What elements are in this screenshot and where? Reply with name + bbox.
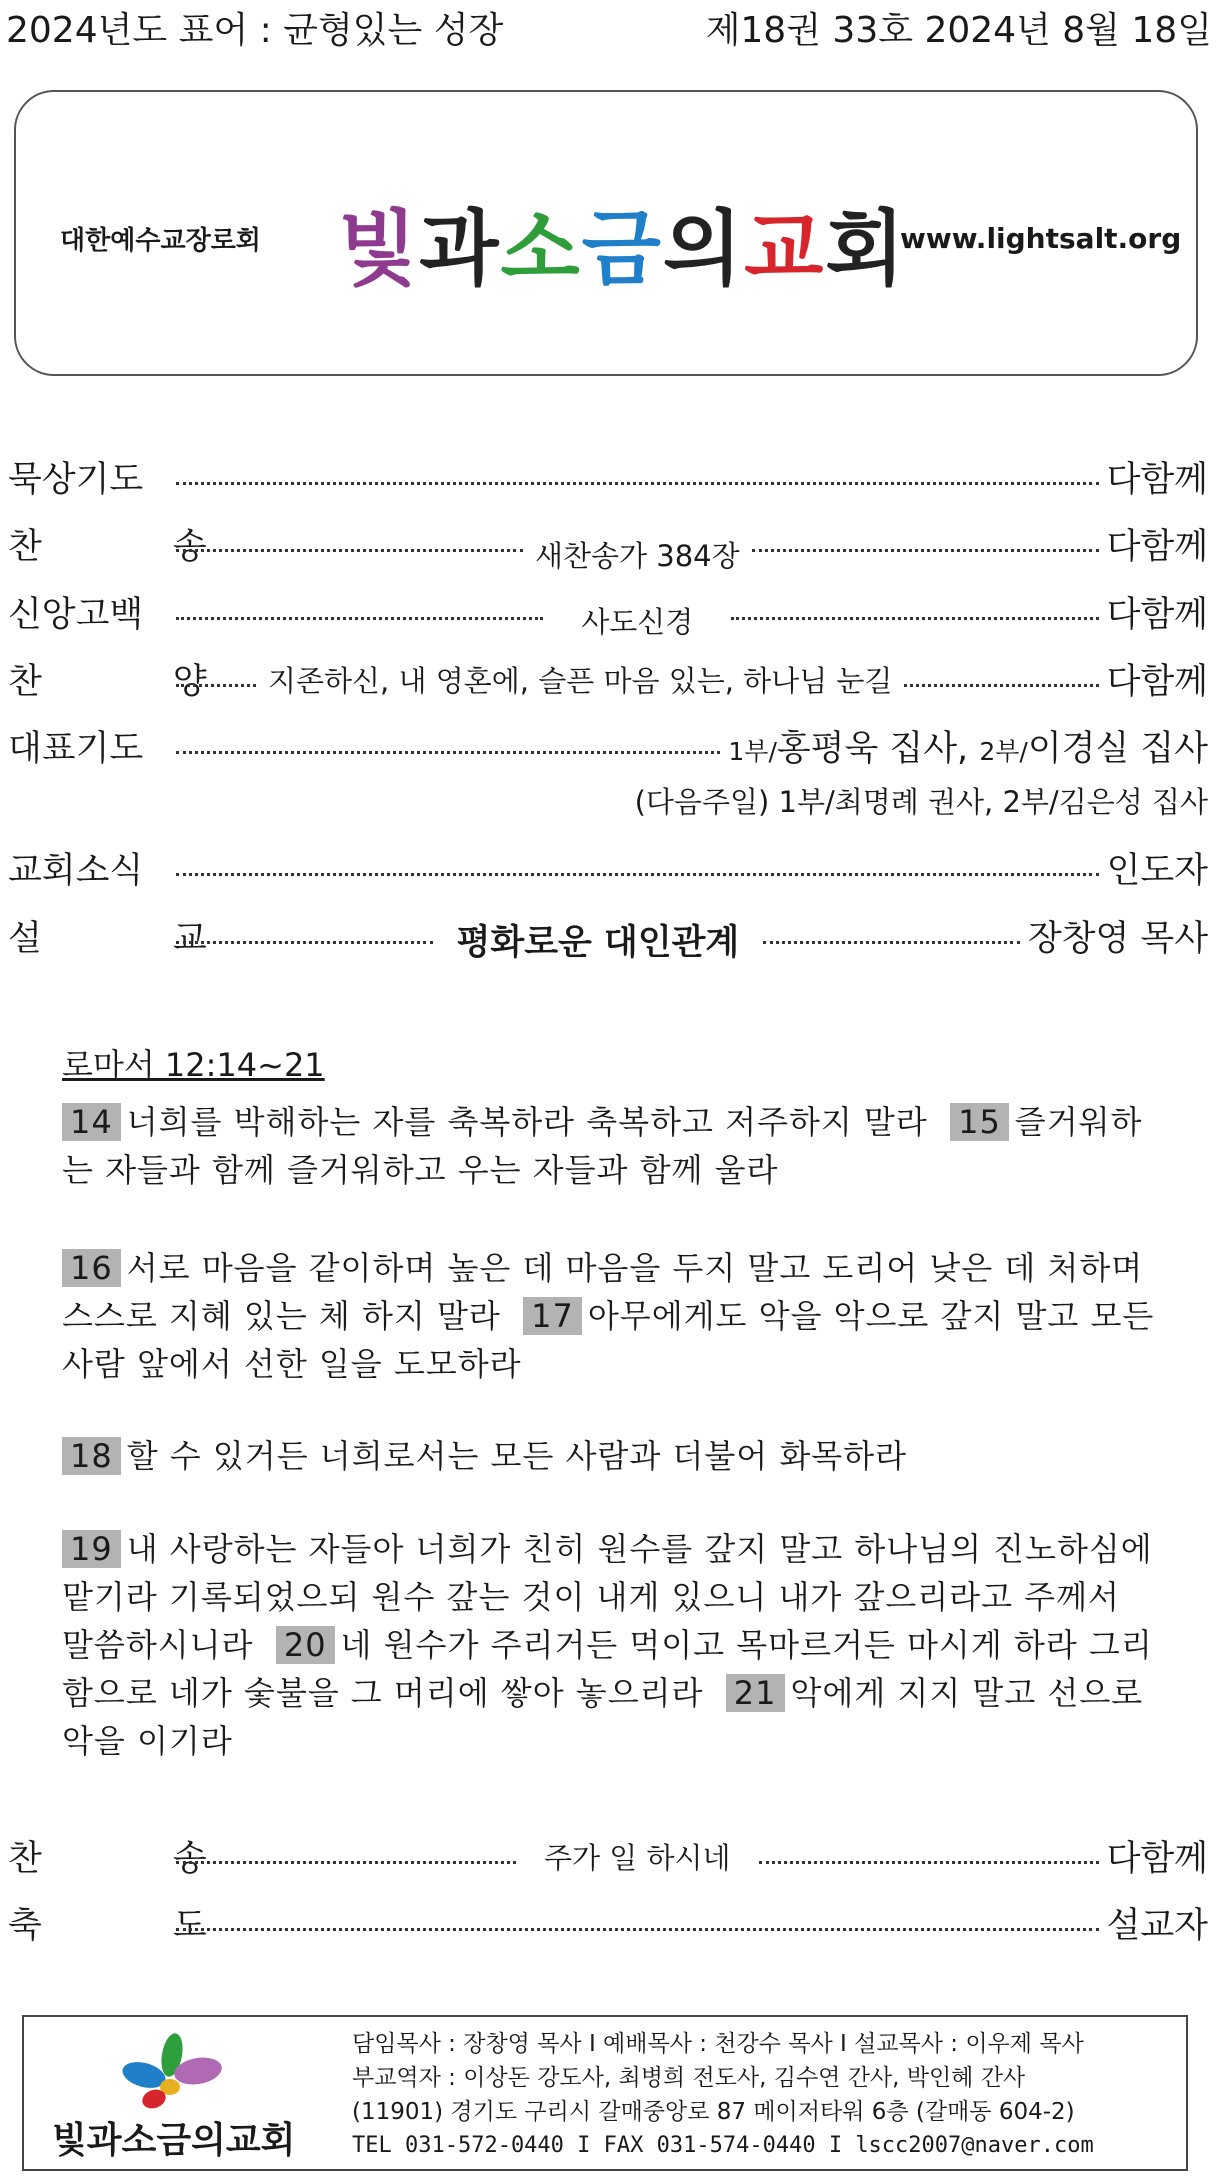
- order-row: [8, 838, 1208, 898]
- verse-number: 21: [726, 1674, 785, 1712]
- year-theme: 2024년도 표어 : 균형있는 성장: [6, 10, 504, 51]
- website-url[interactable]: www.lightsalt.org: [900, 222, 1182, 255]
- leader-dots: [176, 617, 543, 620]
- order-row: [8, 514, 1208, 574]
- church-banner: [14, 90, 1198, 376]
- scripture-paragraph: [62, 1098, 1162, 1194]
- footer-logo-text: 빛과소금의교회: [52, 2119, 296, 2161]
- order-content: 주가 일 하시네: [544, 1840, 731, 1875]
- leader-dots: [904, 684, 1098, 687]
- service-1-leader: 홍평욱 집사,: [776, 729, 969, 769]
- order-label: 묵상기도: [8, 460, 144, 500]
- verse-number: 18: [62, 1437, 121, 1475]
- leader-dots: [176, 1928, 1099, 1931]
- order-leader: 다함께: [1106, 662, 1208, 702]
- order-label: 축 도: [8, 1906, 267, 1946]
- order-label: 설 교: [8, 919, 267, 959]
- order-row: [8, 582, 1208, 642]
- scripture-paragraph: [62, 1432, 1162, 1480]
- church-logo: [52, 2027, 322, 2167]
- service-1-prefix: 1부/: [728, 737, 777, 766]
- denomination: 대한예수교장로회: [60, 226, 261, 256]
- verse-text: 악에게 지지 말고 선으로 악을 이기라: [62, 1674, 1144, 1760]
- order-row: [8, 1826, 1208, 1886]
- logo-char: 과: [419, 201, 501, 297]
- church-name-logo: [338, 184, 907, 301]
- verse-number: 20: [276, 1626, 335, 1664]
- order-label: 대표기도: [8, 729, 144, 769]
- scripture-paragraph: [62, 1525, 1162, 1765]
- order-row: [8, 1893, 1208, 1953]
- order-content: 지존하신, 내 영혼에, 슬픈 마음 있는, 하나님 눈길: [268, 663, 893, 698]
- order-leader: 설교자: [1106, 1906, 1208, 1946]
- logo-char: 의: [662, 201, 745, 297]
- pastors-line: 담임목사 : 장창영 목사 I 예배목사 : 천강수 목사 I 설교목사 : 이우제 목사: [352, 2031, 1084, 2057]
- verse-number: 19: [62, 1530, 121, 1568]
- leader-dots: [176, 482, 1099, 485]
- order-leader: 다함께: [1106, 595, 1208, 635]
- verse-number: 14: [62, 1103, 121, 1141]
- address-line: (11901) 경기도 구리시 갈매중앙로 87 메이저타워 6층 (갈매동 604-2): [352, 2099, 1075, 2125]
- verse-text: 아무에게도 악을 악으로 갚지 말고 모든 사람 앞에서 선한 일을 도모하라: [62, 1297, 1155, 1383]
- contact-line: TEL 031-572-0440 I FAX 031-574-0440 I lscc2007@naver.com: [352, 2133, 1094, 2158]
- service-2-prefix: 2부/: [979, 737, 1028, 766]
- order-label: 찬 송: [8, 1839, 267, 1879]
- leader-dots: [752, 549, 1099, 552]
- flower-logo-icon: [52, 2027, 322, 2167]
- issue-date: 제18권 33호 2024년 8월 18일: [705, 10, 1212, 51]
- order-row: [8, 716, 1208, 776]
- verse-text: 즐거워하는 자들과 함께 즐거워하고 우는 자들과 함께 울라: [62, 1103, 1143, 1189]
- staff-line: 부교역자 : 이상돈 강도사, 최병희 전도사, 김수연 간사, 박인혜 간사: [352, 2065, 1026, 2091]
- scripture-paragraph: [62, 1244, 1162, 1388]
- leader-dots: [731, 617, 1098, 620]
- order-label: 신앙고백: [8, 595, 144, 635]
- order-label: 찬 양: [8, 662, 267, 702]
- leader-dots: [759, 1861, 1099, 1864]
- leader-dots: [176, 941, 433, 944]
- staff-contact-info: [352, 2027, 1094, 2163]
- verse-text: 네 원수가 주리거든 먹이고 목마르거든 마시게 하라 그리함으로 네가 숯불을 그 머리에 쌓아 놓으리라: [62, 1626, 1153, 1712]
- verse-text: 내 사랑하는 자들아 너희가 친히 원수를 갚지 말고 하나님의 진노하심에 맡기라 기록되었으되 원수 갚는 것이 내게 있으니 내가 갚으리라고 주께서 말씀하시니라: [62, 1530, 1153, 1664]
- order-content: 사도신경: [581, 604, 694, 639]
- order-row: [8, 649, 1208, 709]
- logo-char: 소: [500, 201, 582, 297]
- verse-number: 16: [62, 1249, 121, 1287]
- service-2-leader: 이경실 집사: [1027, 729, 1208, 769]
- order-label: 찬 송: [8, 527, 267, 567]
- next-week-prayer: (다음주일) 1부/최명례 권사, 2부/김은성 집사: [634, 785, 1208, 819]
- order-leader: 다함께: [1106, 527, 1209, 567]
- order-label: 교회소식: [8, 851, 144, 891]
- order-leader: 인도자: [1106, 851, 1208, 891]
- leader-dots: [176, 751, 720, 754]
- logo-char: 회: [825, 201, 907, 297]
- order-row: [8, 447, 1208, 507]
- order-leader: 장창영 목사: [1027, 919, 1209, 959]
- leader-dots: [176, 684, 256, 687]
- order-leader: 다함께: [1106, 1839, 1208, 1879]
- order-row: [8, 906, 1208, 966]
- leader-dots: [176, 1861, 516, 1864]
- verse-number: 17: [523, 1297, 582, 1335]
- leader-dots: [176, 873, 1099, 876]
- order-leader: 다함께: [1106, 460, 1208, 500]
- verse-number: 15: [950, 1103, 1009, 1141]
- scripture-reference: 로마서 12:14~21: [62, 1046, 325, 1084]
- bulletin-header: [0, 0, 1218, 60]
- logo-char: 빛: [338, 201, 420, 297]
- order-leader: [728, 721, 1208, 771]
- order-content: 새찬송가 384장: [534, 538, 740, 573]
- verse-text: 할 수 있거든 너희로서는 모든 사람과 더불어 화목하라: [126, 1437, 907, 1475]
- leader-dots: [763, 941, 1020, 944]
- verse-text: 너희를 박해하는 자를 축복하라 축복하고 저주하지 말라: [126, 1103, 928, 1141]
- sermon-title: 평화로운 대인관계: [456, 923, 740, 963]
- leader-dots: [176, 549, 523, 552]
- logo-char: 교: [744, 201, 826, 297]
- church-info-footer: [22, 2015, 1188, 2171]
- logo-char: 금: [581, 201, 663, 297]
- verse-text: 서로 마음을 같이하며 높은 데 마음을 두지 말고 도리어 낮은 데 처하며 스스로 지혜 있는 체 하지 말라: [62, 1249, 1144, 1335]
